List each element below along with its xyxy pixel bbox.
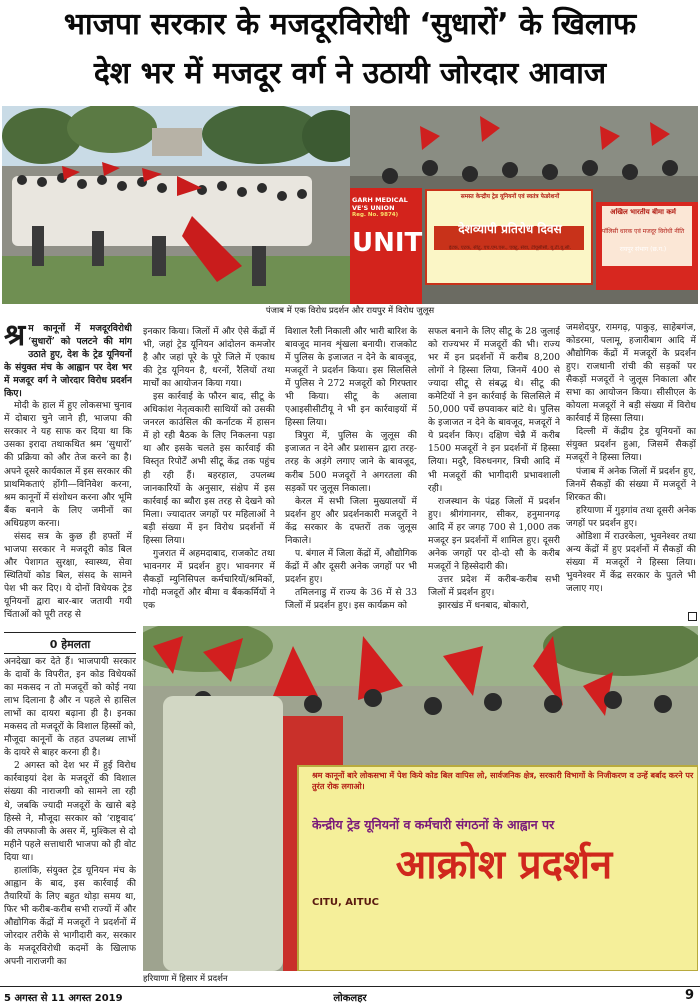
article-column-3 [285,326,417,620]
side-box-para-3: हालांकि, संयुक्त ट्रेड यूनियन मंच के आह्वान के बाद, इस कार्रवाई की तैयारियों के लिए बहुत थोड़ा समय था, फिर भी करीब-करीब सभी राज्यों में और औद्योगिक केंद्रों में मजदूरों ने प्रदर्शनों में जोरदार तरीके से भागीदारी कर, सरकार के मजदूरविरोधी कदमों के खिलाफ अपनी नाराजगी का [4,865,136,968]
article-col5-para-4: हरियाणा में गुड़गांव तथा दूसरी अनेक जगहों पर प्रदर्शन हुए। [566,505,696,529]
article-col2-para-1: इनकार किया। जिलों में और ऐसे केंद्रों में भी, जहां ट्रेड यूनियन आंदोलन कमजोर है और जहां पूरे के पूरे जिले में एकाध की ट्रेड यूनियन है, धरनों, रैलियों तथा मार्चों का आयोजन किया गया। [143,327,275,390]
big-banner-mid: केन्द्रीय ट्रेड यूनियनों व कर्मचारी संगठनों के आह्वान पर [312,817,555,832]
photo-punjab-protest [2,106,350,304]
article-col2-para-3: गुजरात में अहमदाबाद, राजकोट तथा भावनगर में प्रदर्शन हुए। भावनगर में सैकड़ों म्युनिसिपल कर्मचारियों/श्रमिकों, गोदी मजदूरों और बीमा व बैंककर्मियों ने एक [143,548,275,611]
article-col1-para-3: संसद सत्र के कुछ ही हफ्तों में भाजपा सरकार ने मजदूरी कोड बिल और पेशागत सुरक्षा, स्वास्थ्य, सेवा स्थितियों कोड बिल, संसद के सामने पेश भी कर दिए। ये दोनों विधेयक ट्रेड यूनियनों द्वारा बार-बार जतायी गयी चिंताओं को पूरी तरह से [4,531,132,621]
banner-mid [430,192,590,251]
article-col3-para-1: विशाल रैली निकाली और भारी बारिश के बावजूद मानव शृंखला बनायी। राजकोट में पुलिस के इजाजत न देने के बावजूद, मजदूरों ने प्रदर्शन किया। इस सिलसिले में पुलिस ने 272 मजदूरों को गिरफ्तार भी किया। सीटू के अलावा एआइसीसीटीयू ने भी इन कार्रवाइयों में हिस्सा लिया। [285,327,417,429]
big-banner-text [312,770,696,968]
banner-right-bottom: पॉलिसी धारक एवं मजदूर विरोधी नीति [601,228,685,235]
banner-right-sub: रायपुर संभाग (छ.ग.) [619,246,667,253]
article-column-2 [143,326,275,620]
article-col1-para-2: मोदी के हाल में हुए लोकसभा चुनाव में दोबारा चुने जाने ही, भाजपा की सरकार ने यह साफ कर दिया था कि उसका इरादा तथाकथित श्रम ‘सुधारों’ की प्रक्रिया को और तेज करने का है। अपने दूसरे कार्यकाल में इस सरकार की प्राथमिकताएं होंगी—विनिवेश करना, श्रम कानूनों में संशोधन करना और भूमि बैंक बनाने के लिए जमीनों का अधिग्रहण करना। [4,401,132,529]
banner-mid-sub: इंटक, एटक, सीटू, एच.एम.एस., एक्टू, सेवा, टीयूसीसी, यू.टी.यू.सी. [448,245,572,251]
dropcap: श्र [4,322,26,353]
article-col5-para-3: पंजाब में अनेक जिलों में प्रदर्शन हुए, जिनमें सैकड़ों की संख्या में मजदूरों ने शिरकत की। [566,466,696,503]
article-col3-para-2: त्रिपुरा में, पुलिस के जुलूस की इजाजत न देने और प्रशासन द्वारा तरह-तरह के अड़ंगे लगाए जाने के बावजूद, करीब 500 मजदूरों ने अगरतला की सड़कों पर जुलूस निकाला। [285,431,417,494]
article-column-4 [428,326,560,620]
banner-right-top: अखिल भारतीय बीमा कर्म [610,208,676,216]
banner-mid-main: देशव्यापी प्रतिरोध दिवस [458,222,562,236]
big-banner-main: आक्रोश प्रदर्शन [395,842,613,888]
article-col1-para-1: म कानूनों में मजदूरविरोधी ‘सुधारों’ को पलटने की मांग उठाते हुए, देश के ट्रेड यूनियनों के संयुक्त मंच के आह्वान पर देश भर में मजदूर वर्ग ने जोरदार विरोध प्रदर्शन किए। [4,323,132,400]
top-photo-caption: पंजाब में एक विरोध प्रदर्शन और रायपुर में विरोध जुलूस [265,306,435,316]
article-end-mark [688,612,697,621]
footer-page-number: 9 [684,988,694,1003]
article-col2-para-2: इस कार्रवाई के फौरन बाद, सीटू के अधिकांश नेतृत्वकारी साथियों को उसकी जनरल काउंसिल की कर्नाटक में हासन में हो रही बैठक के लिए निकलना पड़ा था और इसके चलते इस कार्रवाई की विस्तृत रिपोर्टें अभी सीटू केंद्र तक पहुंच ही रही हैं। बहरहाल, उपलब्ध जानकारियों के अनुसार, संक्षेप में इस कार्रवाई का ब्यौरा इस तरह से देखने को मिला। ज्यादातर जगहों पर महिलाओं ने बड़ी संख्या में इन विरोध प्रदर्शनों में हिस्सा लिया। [143,392,275,546]
side-box-text [4,656,136,982]
article-col4-para-1: सफल बनाने के लिए सीटू के 28 जुलाई को राज्यभर में मजदूरों की भी। राज्य भर में इन प्रदर्शनों में करीब 8,200 लोगों ने हिस्सा लिया, जिनमें 400 से ज्यादा सीटू से संबद्ध थे। सीटू की कमेटियों ने इन कार्रवाई के सिलसिले में 50,000 पर्चे छपवाकर बांटे थे। पुलिस के इजाजत न देने के बावजूद, मजदूरों ने ये प्रदर्शन किए। दक्षिण चेन्नै में करीब 1500 मजदूरों ने इन प्रदर्शनों में हिस्सा लिया। मदुरै, विरुधनगर, त्रिची आदि में भी मजदूरों की भागीदारी प्रभावशाली रही। [428,327,560,494]
side-box-para-1: अनदेखा कर देते हैं। भाजपायी सरकार के दावों के विपरीत, इन कोड विधेयकों का मकसद न तो मजदूरों को कोई नया लाभ दिलाना है और न पहले से हासिल लाभों का दायरा बढ़ाना ही है। इनका मकसद तो मजदूरों के विशाल हिस्सों को, मौजूदा कानूनों के तहत उपलब्ध लाभों के दायरे से बाहर करना ही है। [4,657,136,759]
banner-union-name: GARH MEDICAL VE'S UNION [352,196,408,212]
footer-date: 5 अगस्त से 11 अगस्त 2019 [4,993,123,1004]
article-col4-para-3: उत्तर प्रदेश में करीब-करीब सभी जिलों में प्रदर्शन हुए। [428,574,560,598]
side-box-title: 0 हेमलता [49,638,91,651]
side-box-rule-bottom [4,653,136,654]
footer-rule [0,986,700,987]
article-col3-para-4: प. बंगाल में जिला केंद्रों में, औद्योगिक केंद्रों में और दूसरी अनेक जगहों पर भी प्रदर्शन हुए। [285,548,417,585]
banner-right [600,208,686,253]
banner-mid-top: समस्त केन्द्रीय ट्रेड यूनियनों एवं स्वतंत्र फेडरेशनों [460,194,560,200]
article-col4-para-2: राजस्थान के पंद्रह जिलों में प्रदर्शन हुए। श्रीगंगानगर, सीकर, हनुमानगढ़ आदि में हर जगह 700 से 1,000 तक मजदूर इन प्रदर्शनों में शामिल हुए। दूसरी अनेक जगहों पर दो-दो सौ के करीब मजदूरों ने हिस्सेदारी की। [428,496,560,572]
banner-union-text [352,196,423,296]
banner-union-reg: Reg. No. 9874) [352,212,399,218]
headline-line-2: देश भर में मजदूर वर्ग ने उठायी जोरदार आवाज [93,56,607,91]
article-column-1 [4,322,132,622]
big-banner-top: श्रम कानूनों बारे लोकसभा में पेश किये कोड बिल वापिस लो, सार्वजनिक क्षेत्र, सरकारी विभागों के निजीकरण व उन्हें बर्बाद करने पर तुरंत रोक लगाओ। [312,771,694,791]
article-col5-para-5: ओडिशा में राउरकेला, भुवनेश्वर तथा अन्य केंद्रों में हुए प्रदर्शनों में सैकड़ों की संख्या में मजदूरों ने हिस्सा लिया। भुवनेश्वर में केंद्र सरकार के पुतले भी जलाए गए। [566,531,696,594]
banner-unit: UNIT [352,228,423,258]
article-column-5 [566,322,696,622]
article-col3-para-5: तमिलनाडु में राज्य के 36 में से 33 जिलों में प्रदर्शन हुए। इस कार्यक्रम को [285,587,417,611]
article-col4-para-4: झारखंड में धनबाद, बोकारो, [438,600,530,611]
footer-publication: लोकलहर [333,993,367,1004]
side-box-rule-top [4,632,136,633]
bottom-photo-caption: हरियाणा में हिसार में प्रदर्शन [143,974,228,984]
big-banner-bottom: CITU, AITUC [312,897,380,908]
article-col5-para-2: दिल्ली में केंद्रीय ट्रेड यूनियनों का संयुक्त प्रदर्शन हुआ, जिसमें सैकड़ों मजदूरों ने हिस्सा लिया। [566,427,696,464]
article-col3-para-3: केरल में सभी जिला मुख्यालयों में प्रदर्शन हुए और प्रदर्शनकारी मजदूरों ने केंद्र सरकार के दफ्तरों तक जुलूस निकाले। [285,496,417,546]
article-col5-para-1: जमशेदपुर, रामगढ़, पाकुड़, साहेबगंज, कोडरमा, पलामू, हजारीबाग आदि में औद्योगिक केंद्रों में मजदूरों के प्रदर्शन हुए। राजधानी रांची की सड़कों पर सैकड़ों मजदूरों ने जुलूस निकाला और सभा का आयोजन किया। सीसीएल के कोयला मजदूरों ने बड़ी संख्या में विरोध कार्रवाई में हिस्सा लिया। [566,323,696,425]
side-box-para-2: 2 अगस्त को देश भर में हुई विरोध कार्रवाइयां देश के मजदूरों की विशाल संख्या की नाराजगी को सामने ला रही थे, जबकि ज्यादी मजदूरों के खासे बड़े हिस्से ने, मौजूदा सरकार को ‘राष्ट्रवाद’ की लफ्फाजी के असर में, मुश्किल से दो महीने पहले सत्ताधारी भाजपा को ही वोट दिया था। [4,761,136,863]
headline-line-1: भाजपा सरकार के मजदूरविरोधी ‘सुधारों’ के खिलाफ [63,7,637,42]
